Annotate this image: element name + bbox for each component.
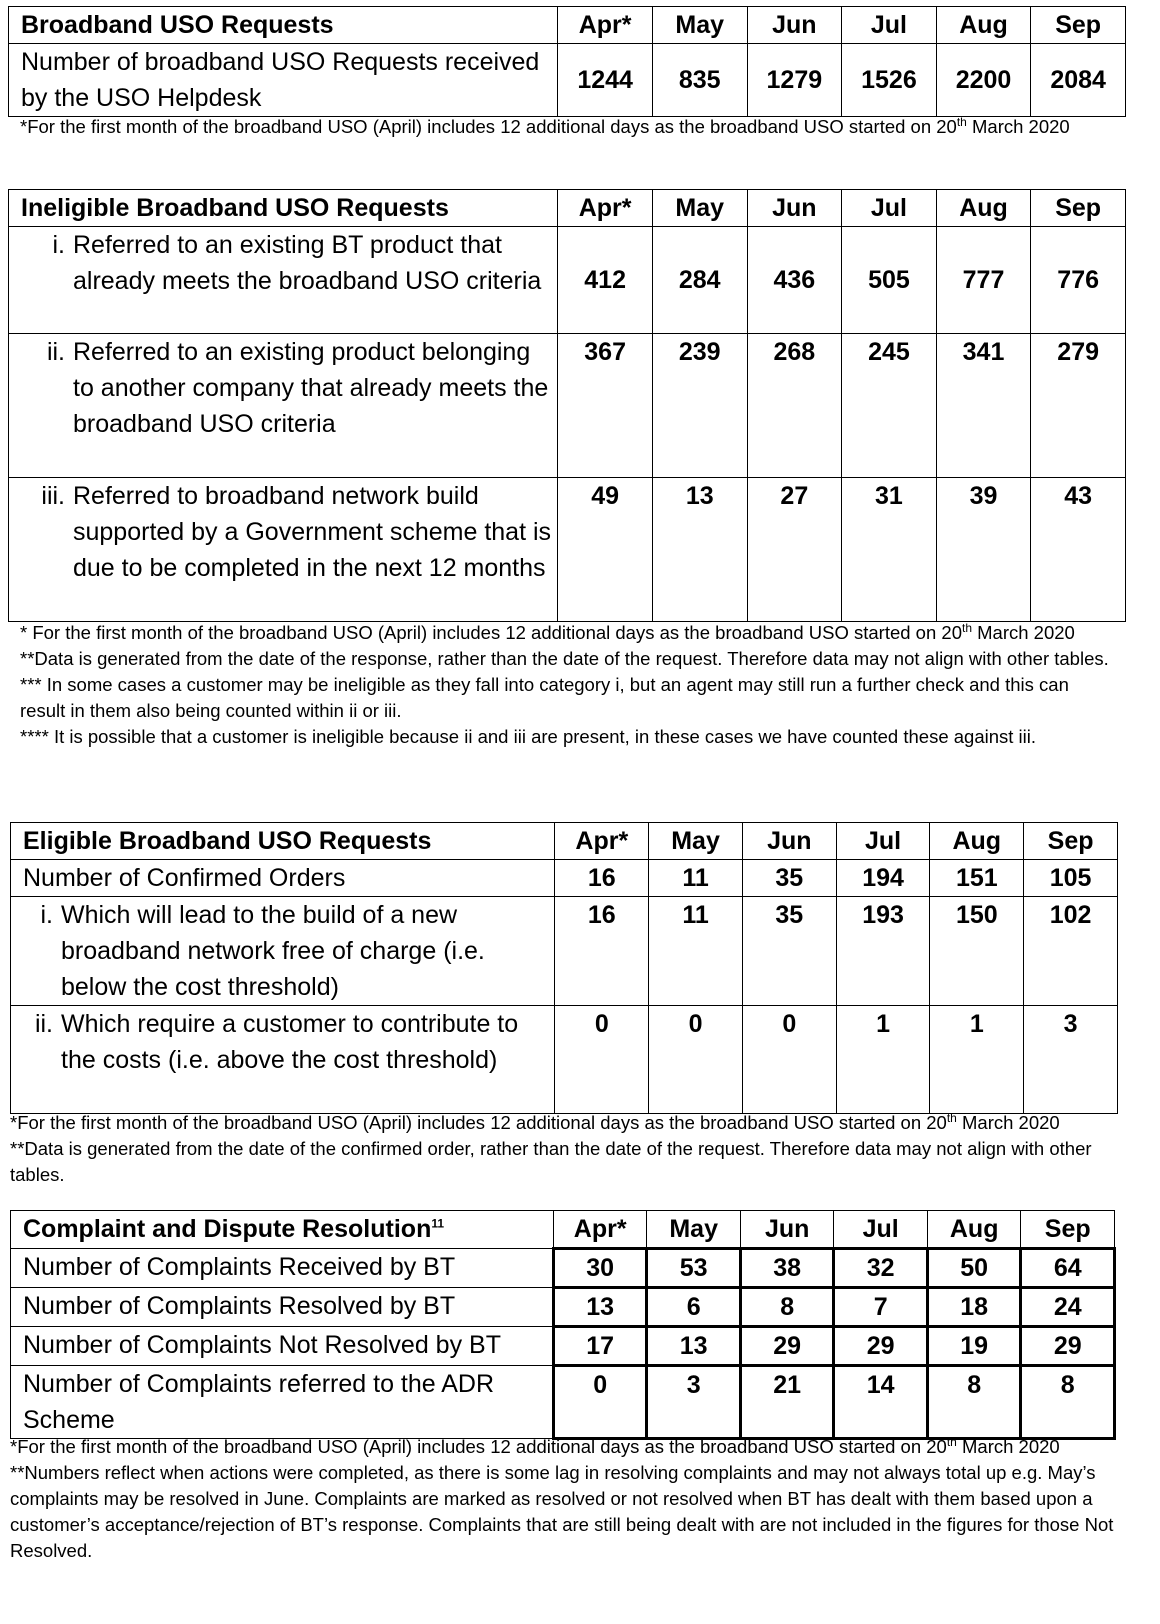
- footnotes: [10, 1110, 1120, 1188]
- footnote: *For the first month of the broadband USO (April) includes 12 additional days as the broadband USO started on 20th March 2020: [10, 1434, 1060, 1457]
- cell-value: 14: [834, 1366, 928, 1439]
- month-header: Aug: [927, 1211, 1021, 1249]
- month-header: Jun: [747, 7, 842, 44]
- footnote: **** It is possible that a customer is ineligible because ii and iii are present, in these cases we have counted these against iii.: [20, 726, 1037, 747]
- cell-value: 105: [1024, 860, 1118, 897]
- month-header: Jun: [740, 1211, 834, 1249]
- month-header: Apr*: [555, 823, 649, 860]
- table-header-row: [9, 7, 1126, 44]
- cell-value: 2084: [1031, 44, 1126, 117]
- cell-value: 284: [652, 227, 747, 334]
- row-label: Number of Complaints Resolved by BT: [11, 1288, 554, 1327]
- cell-value: 17: [553, 1327, 647, 1366]
- table-title: Broadband USO Requests: [9, 7, 558, 44]
- cell-value: 43: [1031, 478, 1126, 622]
- footnote: **Data is generated from the date of the response, rather than the date of the request. Therefore data may not align with other tables.: [20, 648, 1109, 669]
- cell-value: 1244: [558, 44, 653, 117]
- cell-value: 1: [836, 1006, 930, 1114]
- cell-value: 1279: [747, 44, 842, 117]
- row-label: Number of Complaints Received by BT: [11, 1249, 554, 1288]
- table-row: [9, 334, 1126, 478]
- row-numeral: iii.: [41, 482, 65, 510]
- cell-value: 38: [740, 1249, 834, 1288]
- cell-value: 16: [555, 860, 649, 897]
- table-row: [11, 1288, 1115, 1327]
- row-label: Number of Complaints Not Resolved by BT: [11, 1327, 554, 1366]
- month-header: Sep: [1031, 190, 1126, 227]
- row-label: Which will lead to the build of a new broadband network free of charge (i.e. below the cost threshold): [61, 901, 485, 1001]
- footnote: *For the first month of the broadband USO (April) includes 12 additional days as the broadband USO started on 20th March 2020: [20, 114, 1070, 137]
- cell-value: 1: [930, 1006, 1024, 1114]
- table-header-row: [11, 1211, 1115, 1249]
- month-header: Aug: [930, 823, 1024, 860]
- table-title: Complaint and Dispute Resolution$^{11}$: [11, 1211, 554, 1249]
- cell-value: 35: [742, 860, 836, 897]
- cell-value: 11: [649, 860, 743, 897]
- table-header-row: [9, 190, 1126, 227]
- month-header: Jun: [742, 823, 836, 860]
- cell-value: 239: [652, 334, 747, 478]
- row-label: Number of broadband USO Requests received by the USO Helpdesk: [9, 44, 558, 117]
- footnotes: [20, 620, 1110, 750]
- cell-value: 1526: [842, 44, 937, 117]
- cell-value: 6: [647, 1288, 741, 1327]
- table-title: Eligible Broadband USO Requests: [11, 823, 555, 860]
- cell-value: 53: [647, 1249, 741, 1288]
- row-label: Number of Complaints referred to the ADR Scheme: [11, 1366, 554, 1439]
- cell-value: 835: [652, 44, 747, 117]
- footnote: **Numbers reflect when actions were completed, as there is some lag in resolving complaints and may not always total up e.g. May’s complaints may be resolved in June. Complaints are marked as resolved or not resolved when BT has dealt with them based upon a customer’s acceptance/rejection of BT’s response. Complaints that are still being dealt with are not included in the figures for those Not Resolved.: [10, 1462, 1114, 1561]
- footnotes: [10, 1434, 1120, 1564]
- cell-value: 102: [1024, 897, 1118, 1006]
- table-header-row: [11, 823, 1118, 860]
- table-title: Ineligible Broadband USO Requests: [9, 190, 558, 227]
- month-header: May: [652, 190, 747, 227]
- month-header: Sep: [1031, 7, 1126, 44]
- cell-value: 32: [834, 1249, 928, 1288]
- cell-value: 436: [747, 227, 842, 334]
- cell-value: 39: [936, 478, 1031, 622]
- cell-value: 18: [927, 1288, 1021, 1327]
- cell-value: 64: [1021, 1249, 1115, 1288]
- row-label: Referred to an existing BT product that already meets the broadband USO criteria: [73, 231, 542, 295]
- cell-value: 194: [836, 860, 930, 897]
- cell-value: 341: [936, 334, 1031, 478]
- table-row: [11, 1249, 1115, 1288]
- cell-value: 279: [1031, 334, 1126, 478]
- cell-value: 13: [652, 478, 747, 622]
- cell-value: 29: [740, 1327, 834, 1366]
- cell-value: 777: [936, 227, 1031, 334]
- month-header: Jul: [836, 823, 930, 860]
- cell-value: 13: [647, 1327, 741, 1366]
- month-header: Jul: [834, 1211, 928, 1249]
- row-numeral: ii.: [34, 1010, 53, 1038]
- month-header: Jun: [747, 190, 842, 227]
- footnote-reference: 11: [431, 1216, 445, 1231]
- cell-value: 16: [555, 897, 649, 1006]
- cell-value: 776: [1031, 227, 1126, 334]
- row-label: Referred to an existing product belonging to another company that already meets the broadband USO criteria: [73, 338, 549, 438]
- cell-value: 29: [834, 1327, 928, 1366]
- cell-value: 49: [558, 478, 653, 622]
- eligible-requests-table: [10, 822, 1118, 1114]
- cell-value: 193: [836, 897, 930, 1006]
- cell-value: 27: [747, 478, 842, 622]
- cell-value: 151: [930, 860, 1024, 897]
- cell-value: 150: [930, 897, 1024, 1006]
- month-header: Aug: [936, 7, 1031, 44]
- month-header: Sep: [1021, 1211, 1115, 1249]
- cell-value: 0: [555, 1006, 649, 1114]
- cell-value: 412: [558, 227, 653, 334]
- month-header: Apr*: [558, 7, 653, 44]
- table-row: [11, 1327, 1115, 1366]
- cell-value: 31: [842, 478, 937, 622]
- cell-value: 8: [1021, 1366, 1115, 1439]
- cell-value: 3: [1024, 1006, 1118, 1114]
- month-header: Jul: [842, 190, 937, 227]
- cell-value: 505: [842, 227, 937, 334]
- table-row: [11, 897, 1118, 1006]
- row-label: Which require a customer to contribute to the costs (i.e. above the cost threshold): [61, 1010, 519, 1074]
- row-label: Number of Confirmed Orders: [11, 860, 555, 897]
- complaint-resolution-table: [10, 1210, 1116, 1440]
- cell-value: 35: [742, 897, 836, 1006]
- table-row: [11, 1006, 1118, 1114]
- month-header: Sep: [1024, 823, 1118, 860]
- footnote: **Data is generated from the date of the confirmed order, rather than the date of the request. Therefore data may not align with other tables.: [10, 1138, 1092, 1185]
- cell-value: 50: [927, 1249, 1021, 1288]
- cell-value: 21: [740, 1366, 834, 1439]
- cell-value: 245: [842, 334, 937, 478]
- cell-value: 11: [649, 897, 743, 1006]
- month-header: May: [647, 1211, 741, 1249]
- table-row: [11, 860, 1118, 897]
- footnote: * For the first month of the broadband USO (April) includes 12 additional days as the broadband USO started on 20th March 2020: [20, 620, 1075, 643]
- cell-value: 0: [742, 1006, 836, 1114]
- month-header: May: [652, 7, 747, 44]
- cell-value: 19: [927, 1327, 1021, 1366]
- cell-value: 13: [553, 1288, 647, 1327]
- cell-value: 8: [927, 1366, 1021, 1439]
- row-numeral: i.: [52, 231, 65, 259]
- cell-value: 0: [649, 1006, 743, 1114]
- cell-value: 367: [558, 334, 653, 478]
- table-row: [9, 227, 1126, 334]
- cell-value: 24: [1021, 1288, 1115, 1327]
- ineligible-requests-table: [8, 189, 1126, 622]
- cell-value: 7: [834, 1288, 928, 1327]
- month-header: Apr*: [558, 190, 653, 227]
- cell-value: 30: [553, 1249, 647, 1288]
- broadband-uso-requests-table: [8, 6, 1126, 117]
- cell-value: 268: [747, 334, 842, 478]
- month-header: Jul: [842, 7, 937, 44]
- footnote: *For the first month of the broadband USO (April) includes 12 additional days as the broadband USO started on 20th March 2020: [10, 1110, 1060, 1133]
- month-header: Apr*: [553, 1211, 647, 1249]
- cell-value: 2200: [936, 44, 1031, 117]
- table-row: [9, 44, 1126, 117]
- row-label: Referred to broadband network build supported by a Government scheme that is due to be completed in the next 12 months: [73, 482, 552, 582]
- table-row: [11, 1366, 1115, 1439]
- row-numeral: i.: [40, 901, 53, 929]
- footnote: *** In some cases a customer may be ineligible as they fall into category i, but an agent may still run a further check and this can result in them also being counted within ii or iii.: [20, 674, 1069, 721]
- cell-value: 29: [1021, 1327, 1115, 1366]
- table-row: [9, 478, 1126, 622]
- month-header: Aug: [936, 190, 1031, 227]
- row-numeral: ii.: [46, 338, 65, 366]
- month-header: May: [649, 823, 743, 860]
- cell-value: 8: [740, 1288, 834, 1327]
- cell-value: 3: [647, 1366, 741, 1439]
- cell-value: 0: [553, 1366, 647, 1439]
